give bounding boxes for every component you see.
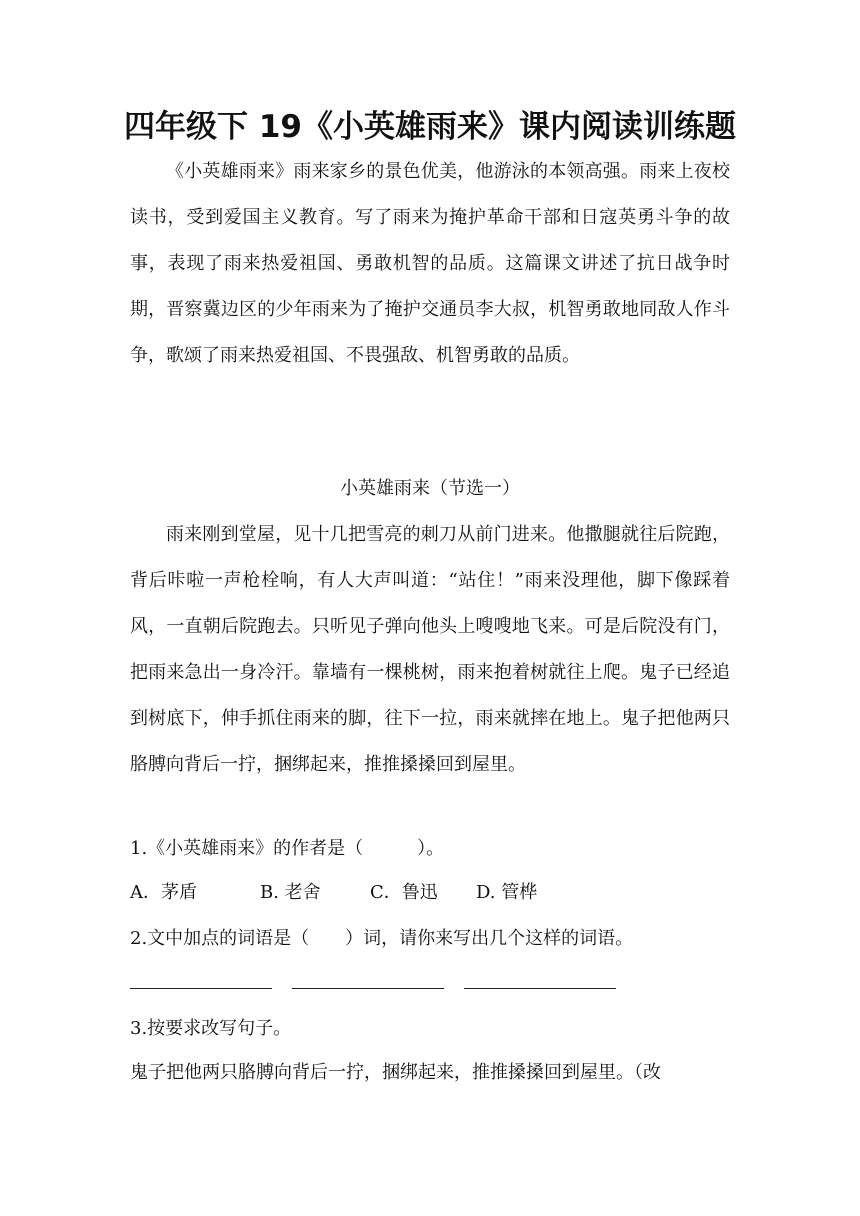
answer-blank-1[interactable] [130,988,272,989]
answer-blanks [130,988,730,994]
question-1: 1.《小英雄雨来》的作者是（ ）。 [130,838,445,859]
intro-paragraph: 《小英雄雨来》雨来家乡的景色优美，他游泳的本领高强。雨来上夜校读书，受到爱国主义教育。写了雨来为掩护革命干部和日寇英勇斗争的故事，表现了雨来热爱祖国、勇敢机智的品质。这篇课文讲述了抗日战争时期，晋察冀边区的少年雨来为了掩护交通员李大叔，机智勇敢地同敌人作斗争，歌颂了雨来热爱祖国、不畏强敌、机智勇敢的品质。 [130,161,730,366]
option-a: A．茅盾 [130,882,197,903]
passage-paragraph: 雨来刚到堂屋，见十几把雪亮的刺刀从前门进来。他撒腿就往后院跑，背后咔啦一声枪栓响，有人大声叫道：“站住！”雨来没理他，脚下像踩着风，一直朝后院跑去。只听见子弹向他头上嗖嗖地飞来。可是后院没有门，把雨来急出一身冷汗。靠墙有一棵桃树，雨来抱着树就往上爬。鬼子已经追到树底下，伸手抓住雨来的脚，往下一拉，雨来就摔在地上。鬼子把他两只胳膊向背后一拧，捆绑起来，推推搡搡回到屋里。 [130,524,730,775]
option-b: B. 老舍 [260,882,321,903]
option-c: C．鲁迅 [370,882,438,903]
question-3: 3.按要求改写句子。 [130,1018,292,1039]
question-2: 2.文中加点的词语是（ ）词，请你来写出几个这样的词语。 [130,928,634,949]
answer-blank-2[interactable] [292,988,444,989]
passage-title: 小英雄雨来（节选一） [340,478,520,499]
option-d: D. 管桦 [476,882,538,903]
question-3-sentence: 鬼子把他两只胳膊向背后一拧，捆绑起来，推推搡搡回到屋里。（改 [130,1062,661,1083]
document-title: 四年级下 19《小英雄雨来》课内阅读训练题 [124,109,736,145]
answer-blank-3[interactable] [464,988,616,989]
question-1-options [130,870,730,916]
